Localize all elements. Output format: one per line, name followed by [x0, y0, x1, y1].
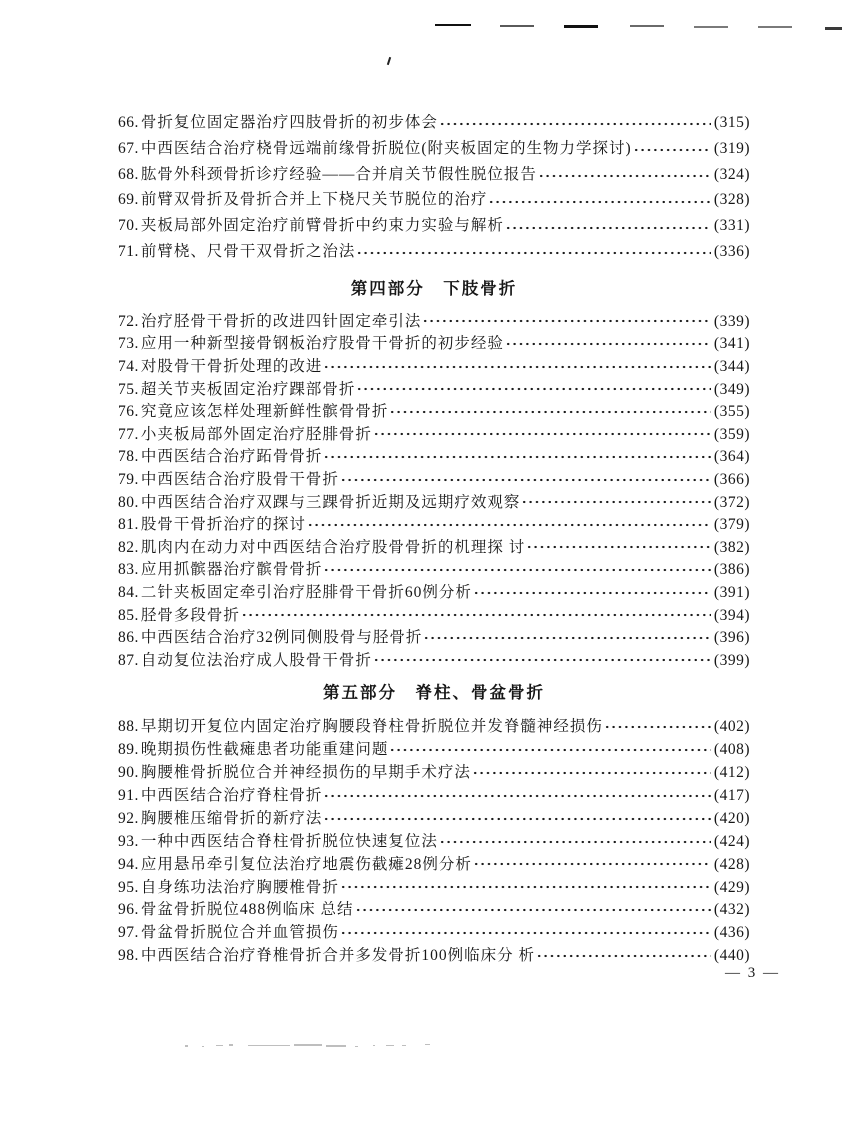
entry-number: 92.: [118, 809, 139, 827]
entry-number: 69.: [118, 191, 139, 209]
entry-page-number: (412): [713, 764, 750, 782]
scan-noise: [402, 1045, 406, 1046]
entry-page-number: (386): [713, 561, 750, 579]
toc-entry: [118, 603, 750, 626]
dot-leader: [526, 535, 711, 558]
toc-entry: [118, 875, 750, 898]
toc-entry: [118, 943, 750, 966]
section-heading-part5: 第五部分 脊柱、骨盆骨折: [323, 683, 545, 703]
entry-number: 71.: [118, 242, 139, 260]
entry-page-number: (336): [713, 242, 750, 260]
entry-page-number: (355): [713, 403, 750, 421]
entry-page-number: (408): [713, 741, 750, 759]
toc-entry: [118, 852, 750, 875]
entry-number: 86.: [118, 629, 139, 647]
toc-entry: [118, 535, 750, 558]
entry-page-number: (366): [713, 470, 750, 488]
entry-title: 夹板局部外固定治疗前臂骨折中约束力实验与解析: [140, 217, 504, 235]
dot-leader: [355, 897, 711, 920]
entry-title: 究竟应该怎样处理新鲜性髌骨骨折: [140, 403, 389, 421]
folio-page-number: — 3 —: [725, 965, 780, 981]
toc-section-upper-limb-continued: [118, 0, 750, 265]
toc-entry: [118, 213, 750, 239]
toc-entry: [118, 187, 750, 213]
entry-page-number: (394): [713, 606, 750, 624]
entry-number: 70.: [118, 217, 139, 235]
entry-title: 骨盆骨折脱位合并血管损伤: [140, 924, 339, 942]
entry-title: 中西医结合治疗脊椎骨折合并多发骨折100例临床分 析: [140, 947, 536, 965]
entry-number: 87.: [118, 651, 139, 669]
entry-title: 超关节夹板固定治疗踝部骨折: [140, 380, 356, 398]
scan-noise: [294, 1044, 322, 1046]
entry-title: 骨盆骨折脱位488例临床 总结: [140, 901, 354, 919]
entry-title: 对股骨干骨折处理的改进: [140, 357, 323, 375]
entry-number: 91.: [118, 786, 139, 804]
dot-leader: [472, 760, 711, 783]
entry-page-number: (328): [713, 191, 750, 209]
entry-number: 84.: [118, 583, 139, 601]
entry-page-number: (402): [713, 718, 750, 736]
entry-page-number: (391): [713, 583, 750, 601]
entry-page-number: (440): [713, 947, 750, 965]
entry-title: 中西医结合治疗跖骨骨折: [140, 448, 323, 466]
dot-leader: [356, 239, 711, 265]
entry-page-number: (372): [713, 493, 750, 511]
toc-entry: [118, 829, 750, 852]
dot-leader: [340, 875, 711, 898]
entry-title: 肱骨外科颈骨折诊疗经验——合并肩关节假性脱位报告: [140, 165, 537, 183]
dot-leader: [422, 309, 711, 332]
dot-leader: [323, 444, 711, 467]
entry-page-number: (339): [713, 312, 750, 330]
dot-leader: [356, 377, 711, 400]
entry-page-number: (331): [713, 217, 750, 235]
toc-entry: [118, 806, 750, 829]
dot-leader: [307, 512, 711, 535]
dot-leader: [604, 714, 711, 737]
entry-title: 肌肉内在动力对中西医结合治疗股骨骨折的机理探 讨: [140, 538, 526, 556]
entry-title: 自动复位法治疗成人股骨干骨折: [140, 651, 372, 669]
entry-number: 94.: [118, 855, 139, 873]
entry-number: 88.: [118, 718, 139, 736]
toc-entry: [118, 162, 750, 188]
entry-number: 80.: [118, 493, 139, 511]
entry-title: 中西医结合治疗桡骨远端前缘骨折脱位(附夹板固定的生物力学探讨): [140, 139, 632, 157]
entry-number: 95.: [118, 878, 139, 896]
entry-number: 97.: [118, 924, 139, 942]
entry-page-number: (429): [713, 878, 750, 896]
entry-number: 89.: [118, 741, 139, 759]
scan-noise: [386, 1045, 394, 1046]
entry-number: 67.: [118, 139, 139, 157]
entry-number: 79.: [118, 470, 139, 488]
scan-noise: [202, 1046, 204, 1047]
entry-title: 一种中西医结合脊柱骨折脱位快速复位法: [140, 832, 438, 850]
entry-page-number: (364): [713, 448, 750, 466]
toc-entry: [118, 714, 750, 737]
entry-title: 骨折复位固定器治疗四肢骨折的初步体会: [140, 114, 438, 131]
dot-leader: [323, 783, 711, 806]
toc-entry: [118, 783, 750, 806]
entry-title: 自身练功法治疗胸腰椎骨折: [140, 878, 339, 896]
entry-page-number: (396): [713, 629, 750, 647]
entry-page-number: (349): [713, 380, 750, 398]
entry-title: 晚期损伤性截瘫患者功能重建问题: [140, 741, 389, 759]
dot-leader: [323, 806, 711, 829]
scan-noise: [326, 1045, 346, 1047]
entry-number: 75.: [118, 380, 139, 398]
entry-number: 76.: [118, 403, 139, 421]
entry-page-number: (382): [713, 538, 750, 556]
entry-number: 78.: [118, 448, 139, 466]
entry-number: 83.: [118, 561, 139, 579]
toc-entry: [118, 490, 750, 513]
entry-number: 98.: [118, 947, 139, 965]
dot-leader: [340, 467, 711, 490]
dot-leader: [473, 852, 711, 875]
entry-title: 股骨干骨折治疗的探讨: [140, 516, 306, 534]
dot-leader: [373, 648, 711, 671]
toc-entry: [118, 897, 750, 920]
scan-noise: [216, 1045, 223, 1046]
toc-entry: [118, 444, 750, 467]
dot-leader: [389, 399, 711, 422]
dot-leader: [373, 422, 711, 445]
entry-number: 85.: [118, 606, 139, 624]
toc-entry: [118, 377, 750, 400]
dot-leader: [536, 943, 711, 966]
entry-title: 治疗胫骨干骨折的改进四针固定牵引法: [140, 312, 422, 330]
entry-page-number: (359): [713, 425, 750, 443]
entry-title: 应用抓髌器治疗髌骨骨折: [140, 561, 323, 579]
toc-entry: [118, 737, 750, 760]
entry-page-number: (428): [713, 855, 750, 873]
entry-number: 66.: [118, 114, 139, 131]
toc-entry: [118, 580, 750, 603]
toc-section-lower-limb: [118, 309, 750, 671]
entry-title: 前臂桡、尺骨干双骨折之治法: [140, 242, 356, 260]
entry-number: 82.: [118, 538, 139, 556]
dot-leader: [389, 737, 711, 760]
toc-entry: [118, 467, 750, 490]
dot-leader: [323, 557, 711, 580]
entry-page-number: (432): [713, 901, 750, 919]
entry-title: 胸腰椎骨折脱位合并神经损伤的早期手术疗法: [140, 764, 471, 782]
toc-entry: [118, 760, 750, 783]
entry-title: 中西医结合治疗双踝与三踝骨折近期及远期疗效观察: [140, 493, 521, 511]
entry-title: 胸腰椎压缩骨折的新疗法: [140, 809, 323, 827]
toc-entry: [118, 422, 750, 445]
dot-leader: [488, 187, 711, 213]
toc-entry: [118, 354, 750, 377]
entry-number: 74.: [118, 357, 139, 375]
dot-leader: [323, 354, 711, 377]
toc-entry: [118, 110, 750, 136]
dot-leader: [340, 920, 711, 943]
entry-title: 早期切开复位内固定治疗胸腰段脊柱骨折脱位并发脊髓神经损伤: [140, 718, 603, 736]
scan-noise: [229, 1044, 233, 1046]
entry-title: 前臂双骨折及骨折合并上下桡尺关节脱位的治疗: [140, 191, 488, 209]
entry-number: 90.: [118, 764, 139, 782]
scan-noise: [185, 1045, 188, 1047]
toc-entry: [118, 512, 750, 535]
scan-artifact-dash: [758, 26, 792, 28]
toc-entry: [118, 557, 750, 580]
entry-page-number: (324): [713, 165, 750, 183]
entry-title: 二针夹板固定牵引治疗胫腓骨干骨折60例分析: [140, 583, 472, 601]
entry-page-number: (436): [713, 924, 750, 942]
section-heading-part4: 第四部分 下肢骨折: [350, 278, 518, 298]
entry-page-number: (341): [713, 335, 750, 353]
entry-page-number: (424): [713, 832, 750, 850]
entry-title: 中西医结合治疗股骨干骨折: [140, 470, 339, 488]
toc-entry: [118, 331, 750, 354]
toc-entry: [118, 920, 750, 943]
entry-page-number: (315): [713, 114, 750, 131]
scan-noise: [355, 1046, 358, 1047]
entry-title: 应用悬吊牵引复位法治疗地震伤截瘫28例分析: [140, 855, 472, 873]
toc-entry: [118, 239, 750, 265]
entry-title: 中西医结合治疗脊柱骨折: [140, 786, 323, 804]
dot-leader: [633, 136, 711, 162]
entry-number: 73.: [118, 335, 139, 353]
entry-title: 小夹板局部外固定治疗胫腓骨折: [140, 425, 372, 443]
entry-page-number: (379): [713, 516, 750, 534]
toc-entry: [118, 399, 750, 422]
entry-title: 胫骨多段骨折: [140, 606, 240, 624]
dot-leader: [505, 331, 711, 354]
scan-artifact-dash: [825, 27, 842, 30]
scan-noise: [373, 1045, 375, 1046]
dot-leader: [538, 162, 711, 188]
entry-number: 68.: [118, 165, 139, 183]
toc-entry: [118, 625, 750, 648]
toc-content: [118, 0, 750, 966]
scan-noise: [248, 1045, 290, 1046]
dot-leader: [423, 625, 711, 648]
dot-leader: [241, 603, 711, 626]
dot-leader: [473, 580, 711, 603]
entry-page-number: (319): [713, 139, 750, 157]
entry-number: 93.: [118, 832, 139, 850]
entry-page-number: (399): [713, 651, 750, 669]
dot-leader: [505, 213, 711, 239]
entry-number: 96.: [118, 901, 139, 919]
dot-leader: [439, 110, 711, 136]
entry-number: 72.: [118, 312, 139, 330]
dot-leader: [521, 490, 711, 513]
entry-number: 81.: [118, 516, 139, 534]
entry-page-number: (420): [713, 809, 750, 827]
toc-entry: [118, 309, 750, 332]
dot-leader: [439, 829, 711, 852]
entry-page-number: (344): [713, 357, 750, 375]
toc-entry: [118, 136, 750, 162]
toc-section-spine-pelvis: [118, 714, 750, 966]
entry-title: 中西医结合治疗32例同侧股骨与胫骨折: [140, 629, 423, 647]
toc-entry: [118, 648, 750, 671]
entry-number: 77.: [118, 425, 139, 443]
entry-page-number: (417): [713, 786, 750, 804]
entry-title: 应用一种新型接骨钢板治疗股骨干骨折的初步经验: [140, 335, 504, 353]
scan-noise: [425, 1044, 430, 1045]
